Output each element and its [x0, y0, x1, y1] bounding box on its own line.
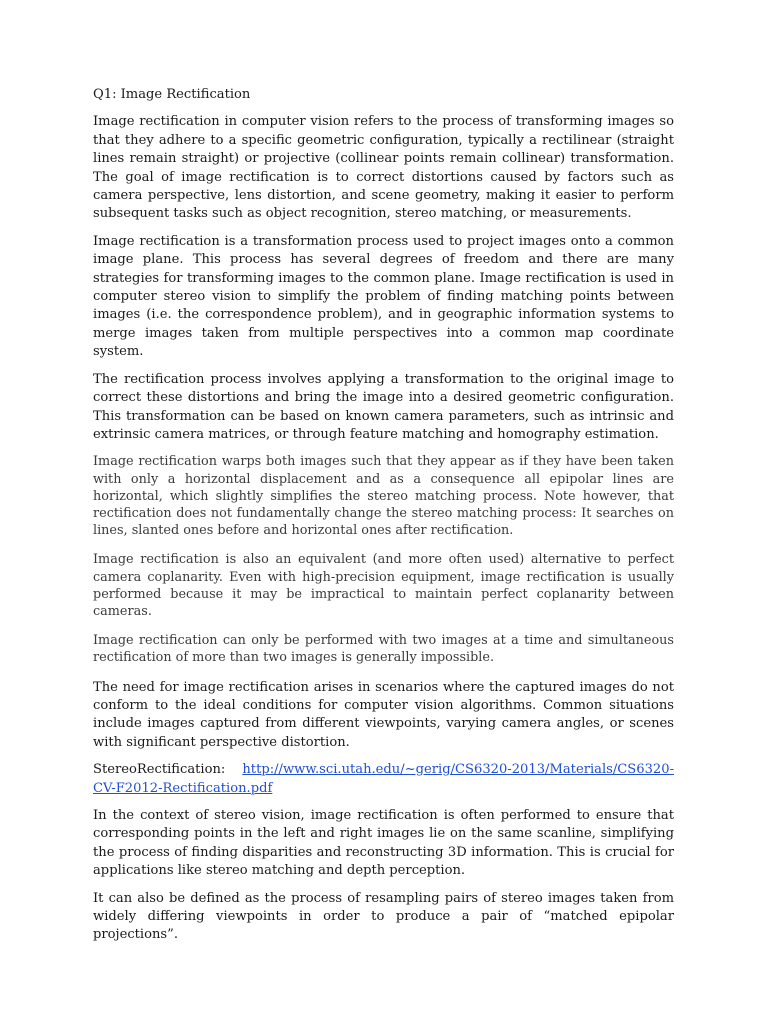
reference-line [93, 761, 674, 798]
paragraph-definition: Image rectification in computer vision refers to the process of transforming images so that they adhere to a specific geometric configuration, typically a rectilinear (straight lines remain straight) or projective (collinear points remain collinear) transformation. The goal of image rectification is to correct distortions caused by factors such as camera perspective, lens distortion, and scene geometry, making it easier to perform subsequent tasks such as object recognition, stereo matching, or measurements. [93, 114, 674, 222]
page-title: Q1: Image Rectification [93, 87, 251, 102]
paragraph-resampling: It can also be defined as the process of resampling pairs of stereo images taken from widely differing viewpoints in order to produce a pair of “matched epipolar projections”. [93, 890, 674, 943]
reference-label: StereoRectification: [93, 762, 243, 778]
paragraph-epipolar: Image rectification warps both images such that they appear as if they have been taken with only a horizontal displacement and as a consequence all epipolar lines are horizontal, which slightly simplifies the stereo matching process. Note however, that rectification does not fundamentally change the stereo matching process: It searches on lines, slanted ones before and horizontal ones after rectification. [93, 454, 674, 539]
paragraph-need: The need for image rectification arises in scenarios where the captured images do not conform to the ideal conditions for computer vision algorithms. Common situations include images captured from different viewpoints, varying camera angles, or scenes with significant perspective distortion. [93, 679, 674, 750]
paragraph-coplanarity: Image rectification is also an equivalent (and more often used) alternative to perfect camera coplanarity. Even with high-precision equipment, image rectification is usually performed because it may be impractical to maintain perfect coplanarity between cameras. [93, 552, 674, 619]
reference-link[interactable]: http://www.sci.utah.edu/~gerig/CS6320-2013/Materials/CS6320-CV-F2012-Rectification.pdf [93, 762, 674, 796]
document-page [93, 86, 674, 954]
paragraph-transformation: Image rectification is a transformation process used to project images onto a common image plane. This process has several degrees of freedom and there are many strategies for transforming images to the common plane. Image rectification is used in computer stereo vision to simplify the problem of finding matching points between images (i.e. the correspondence problem), and in geographic information systems to merge images taken from multiple perspectives into a common map coordinate system. [93, 233, 674, 360]
paragraph-process: The rectification process involves applying a transformation to the original image to correct these distortions and bring the image into a desired geometric configuration. This transformation can be based on known camera parameters, such as intrinsic and extrinsic camera matrices, or through feature matching and homography estimation. [93, 371, 674, 442]
paragraph-two-images: Image rectification can only be performed with two images at a time and simultaneous rectification of more than two images is generally impossible. [93, 633, 674, 666]
paragraph-stereo-context: In the context of stereo vision, image rectification is often performed to ensure that corresponding points in the left and right images lie on the same scanline, simplifying the process of finding disparities and reconstructing 3D information. This is crucial for applications like stereo matching and depth perception. [93, 807, 674, 879]
